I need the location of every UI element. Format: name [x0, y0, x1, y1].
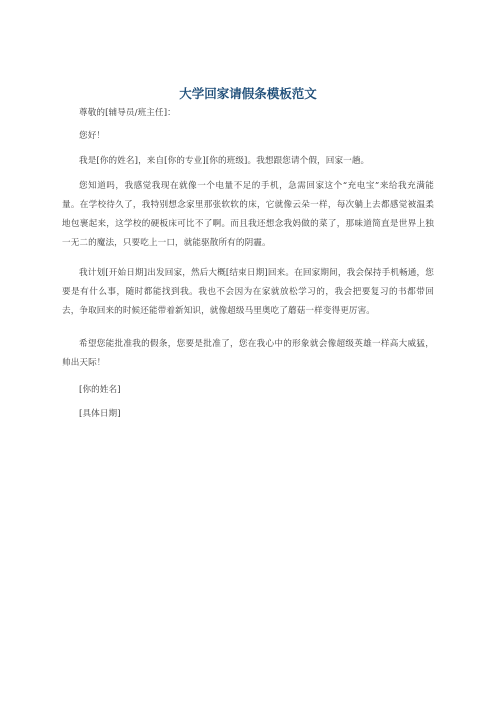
plan-paragraph: 我计划[开始日期]出发回家，然后大概[结束日期]回来。在回家期间，我会保持手机畅通，您要是有什么事，随时都能找到我。我也不会因为在家就放松学习的，我会把要复习的书都带回去，争取回来的时候还能带着新知识，就像超级马里奥吃了蘑菇一样变得更厉害。 [62, 268, 434, 316]
signature-date: [具体日期] [79, 409, 121, 419]
document-title: 大学回家请假条模板范文 [179, 86, 317, 101]
greeting: 您好！ [79, 131, 106, 141]
request-paragraph: 希望您能批准我的假条，您要是批准了，您在我心中的形象就会像超级英雄一样高大威猛，帅出天际！ [62, 339, 434, 368]
intro-paragraph: 我是[你的姓名]，来自[你的专业][你的班级]。我想跟您请个假，回家一趟。 [79, 156, 370, 166]
reason-paragraph: 您知道吗，我感觉我现在就像一个电量不足的手机，急需回家这个“充电宝”来给我充满能量。在学校待久了，我特别想念家里那张软软的床，它就像云朵一样，每次躺上去都感觉被温柔地包裹起来，这学校的硬板床可比不了啊。而且我还想念我妈做的菜了，那味道简直是世界上独一无二的魔法，只要吃上一口，就能驱散所有的阴霾。 [62, 181, 434, 248]
signature-name: [你的姓名] [79, 385, 121, 395]
salutation: 尊敬的[辅导员/班主任]： [79, 108, 176, 118]
